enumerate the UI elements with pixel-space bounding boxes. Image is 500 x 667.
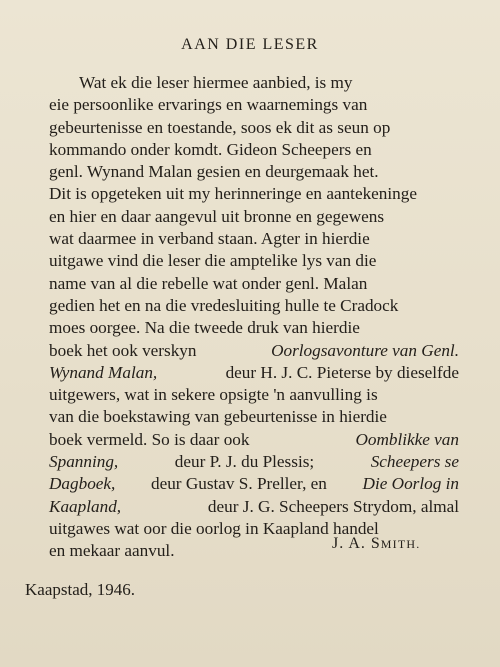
text-fragment: uitgawe vind die leser die amptelike lys van die <box>49 251 377 271</box>
text-fragment: eie persoonlike ervarings en waarnemings van <box>49 95 368 115</box>
text-fragment: van die boekstawing van gebeurtenisse in hierdie <box>49 407 387 427</box>
text-line <box>49 183 459 205</box>
text-line <box>49 384 459 406</box>
text-fragment: gebeurtenisse en toestande, soos ek dit as seun op <box>49 117 391 137</box>
text-line <box>49 94 459 116</box>
text-fragment: gedien het en na die vredesluiting hulle te Cradock <box>49 295 399 315</box>
text-fragment: name van al die rebelle wat onder genl. Malan <box>49 273 368 293</box>
text-line <box>49 429 459 451</box>
text-fragment: deur J. G. Scheepers Strydom, almal <box>207 496 459 516</box>
book-title-fragment: Spanning, <box>49 452 119 472</box>
book-title-fragment: Oomblikke van <box>355 429 459 449</box>
text-line <box>49 362 459 384</box>
text-line <box>49 406 459 428</box>
text-line <box>49 72 459 94</box>
text-line <box>49 161 459 183</box>
signature-initials: J. A. S <box>332 535 381 552</box>
place-date: Kaapstad, 1946. <box>25 580 136 599</box>
text-fragment: genl. Wynand Malan gesien en deurgemaak het. <box>49 162 379 182</box>
text-fragment: Dit is opgeteken uit my herinneringe en aantekeninge <box>49 184 417 204</box>
text-line <box>49 340 459 362</box>
text-fragment: boek vermeld. So is daar ook <box>49 429 250 449</box>
text-fragment: kommando onder komdt. Gideon Scheepers en <box>49 139 372 159</box>
text-fragment: en hier en daar aangevul uit bronne en gegewens <box>49 206 385 226</box>
text-fragment: deur P. J. du Plessis; <box>174 452 315 472</box>
page-title: AAN DIE LESER <box>181 36 319 53</box>
author-signature <box>332 535 420 553</box>
text-line <box>49 250 459 272</box>
text-fragment: deur H. J. C. Pieterse by dieselfde <box>225 362 459 382</box>
book-title-fragment: Wynand Malan, <box>49 362 158 382</box>
text-fragment: moes oorgee. Na die tweede druk van hierdie <box>49 318 360 338</box>
text-line <box>49 451 459 473</box>
text-fragment: en mekaar aanvul. <box>49 541 175 561</box>
text-line <box>49 496 459 518</box>
text-fragment: uitgawes wat oor die oorlog in Kaapland handel <box>49 518 379 538</box>
text-fragment: Wat ek die leser hiermee aanbied, is my <box>79 73 353 92</box>
book-title-fragment: Dagboek, <box>49 474 116 494</box>
text-line <box>49 206 459 228</box>
text-fragment: deur Gustav S. Preller, en <box>150 474 327 494</box>
book-title-fragment: Scheepers se <box>370 452 459 472</box>
text-line <box>49 228 459 250</box>
text-line <box>49 273 459 295</box>
book-title-fragment: Die Oorlog in <box>362 474 459 494</box>
text-line <box>49 473 459 495</box>
text-fragment: wat daarmee in verband staan. Agter in hierdie <box>49 229 370 249</box>
text-line <box>49 317 459 339</box>
text-fragment: uitgewers, wat in sekere opsigte 'n aanvulling is <box>49 385 378 405</box>
signature-surname: MITH. <box>380 537 421 551</box>
book-title-fragment: Kaapland, <box>49 496 122 516</box>
book-title-fragment: Oorlogsavonture van Genl. <box>271 340 459 360</box>
text-line <box>49 295 459 317</box>
preface-text <box>49 72 459 563</box>
text-line <box>49 139 459 161</box>
text-fragment: boek het ook verskyn <box>49 340 197 360</box>
text-line <box>49 117 459 139</box>
